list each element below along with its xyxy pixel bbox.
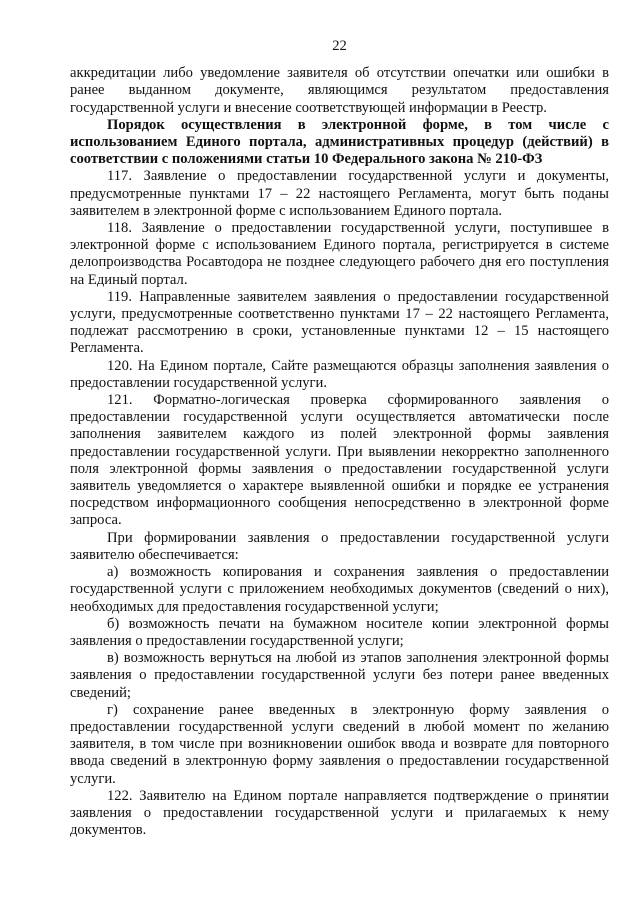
paragraph-120: 120. На Едином портале, Сайте размещаются образцы заполнения заявления о предоставлении государственной услуги. [70, 357, 609, 391]
list-item-a: а) возможность копирования и сохранения заявления о предоставлении государственной услуги с приложением необходимых документов (сведений о них), необходимых для предоставления государственной услуги; [70, 564, 609, 615]
section-heading: Порядок осуществления в электронной форме, в том числе с использованием Единого портала, административных процедур (действий) в соответствии с положениями статьи 10 Федерального закона № 210-ФЗ [70, 116, 609, 168]
paragraph-119: 119. Направленные заявителем заявления о предоставлении государственной услуги, предусмотренные соответственно пунктами 17 – 22 настоящего Регламента, подлежат рассмотрению в сроки, установленные пунктами 12 – 15 настоящего Регламента. [70, 288, 609, 357]
paragraph-122: 122. Заявителю на Едином портале направляется подтверждение о принятии заявления о предоставлении государственной услуги и прилагаемых к нему документов. [70, 787, 609, 839]
paragraph-117: 117. Заявление о предоставлении государственной услуги и документы, предусмотренные пунктами 17 – 22 настоящего Регламента, могут быть поданы заявителем в электронной форме с использованием Единого портала. [70, 168, 609, 219]
page-number: 22 [332, 38, 347, 54]
paragraph-continuation: аккредитации либо уведомление заявителя об отсутствии опечатки или ошибки в ранее выданном документе, являющимся результатом предоставления государственной услуги и внесение соответствующей информации в Реестр. [70, 65, 609, 116]
list-item-g: г) сохранение ранее введенных в электронную форму заявления о предоставлении государственной услуги сведений в любой момент по желанию заявителя, в том числе при возникновении ошибок ввода и возврате для повторного ввода сведений в электронную форму заявления о предоставлении государственной услуги. [70, 701, 609, 787]
paragraph-provisions-intro: При формировании заявления о предоставлении государственной услуги заявителю обеспечивается: [70, 529, 609, 563]
list-item-v: в) возможность вернуться на любой из этапов заполнения электронной формы заявления о предоставлении государственной услуги без потери ранее введенных сведений; [70, 650, 609, 701]
paragraph-118: 118. Заявление о предоставлении государственной услуги, поступившее в электронной форме с использованием Единого портала, регистрируется в системе делопроизводства Росавтодора не позднее следующего рабочего дня его поступления на Единый портал. [70, 220, 609, 288]
list-item-b: б) возможность печати на бумажном носителе копии электронной формы заявления о предоставлении государственной услуги; [70, 615, 609, 649]
paragraph-121: 121. Форматно-логическая проверка сформированного заявления о предоставлении государственной услуги осуществляется автоматически после заполнения заявителем каждого из полей электронной формы заявления предоставлении государственной услуги. При выявлении некорректно заполненного поля электронной формы заявления о предоставлении государственной услуги заявитель уведомляется о характере выявленной ошибки и порядке ее устранения посредством информационного сообщения непосредственно в электронной форме запроса. [70, 392, 609, 529]
